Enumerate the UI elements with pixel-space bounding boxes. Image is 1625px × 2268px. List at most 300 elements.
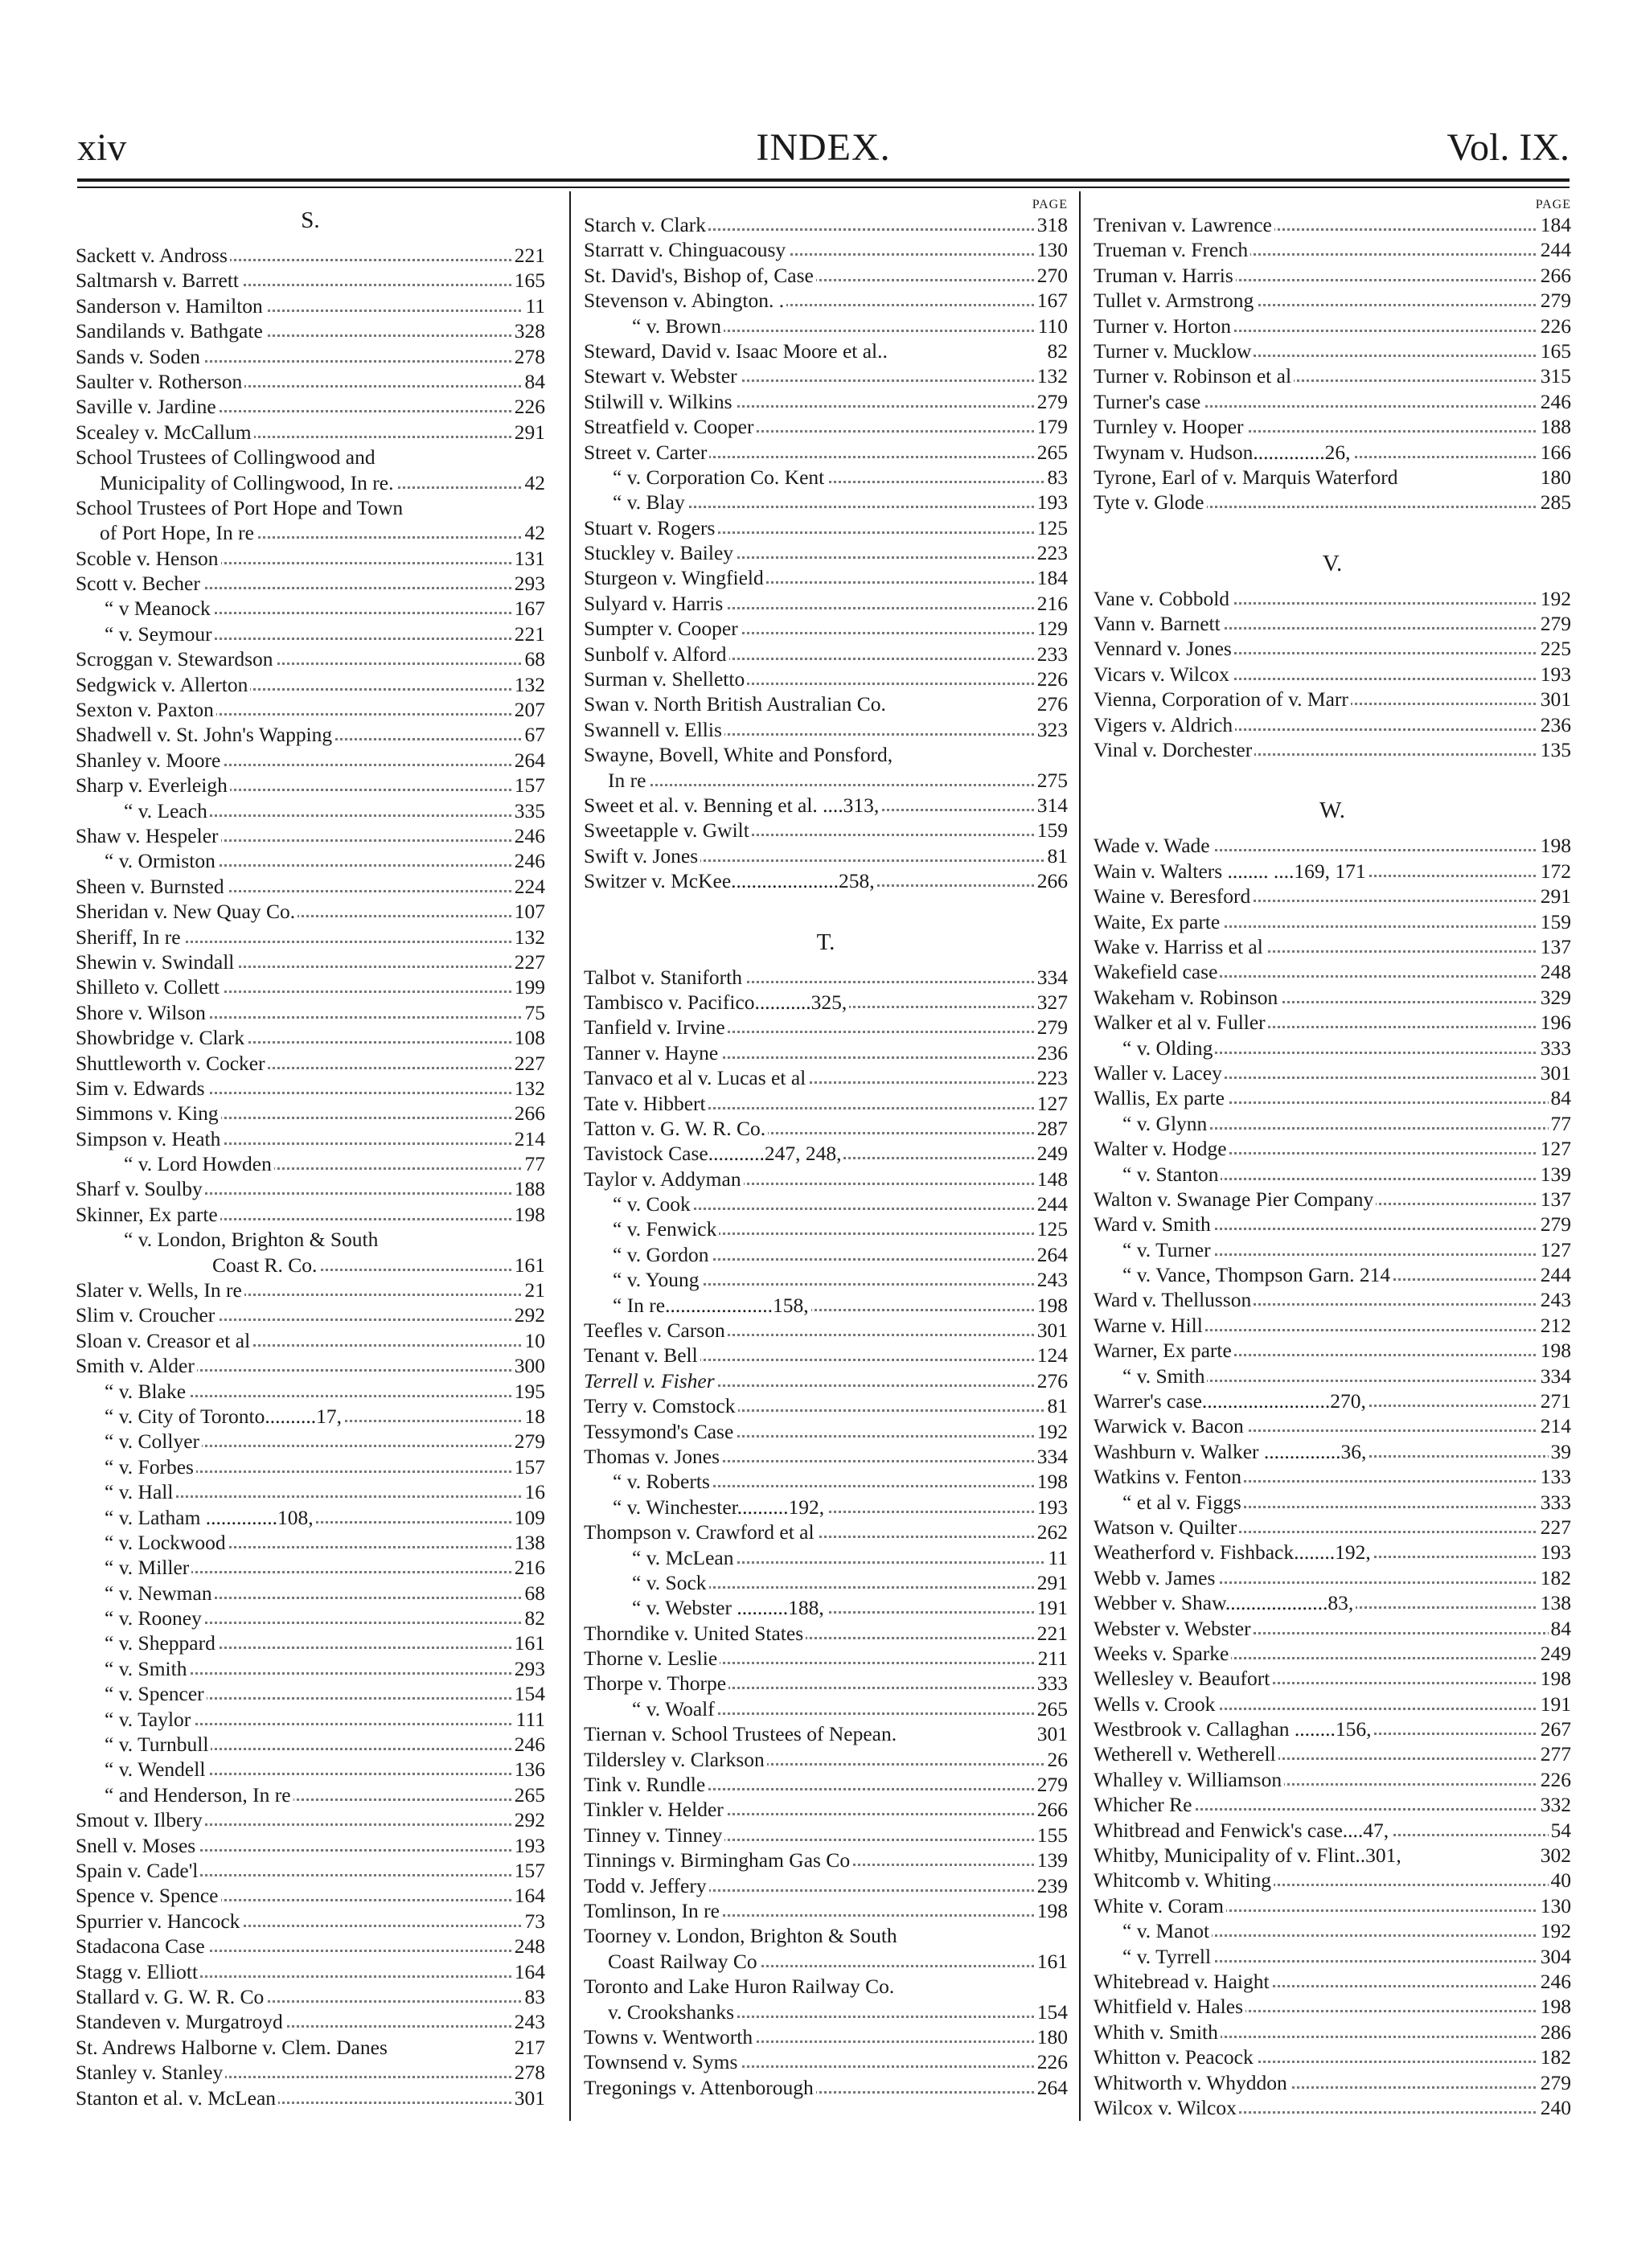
page-reference: 243: [512, 2009, 545, 2034]
page-reference: 265: [1035, 440, 1068, 465]
index-entry: [584, 642, 1068, 666]
index-entry: [584, 1520, 1068, 1544]
page-reference: 198: [1538, 1666, 1571, 1691]
index-entry: [584, 1671, 1068, 1696]
page-reference: 270: [1035, 263, 1068, 288]
case-name: Wakefield case: [1094, 960, 1220, 983]
index-entry: [1094, 1540, 1571, 1565]
page-reference: 266: [1538, 263, 1571, 288]
section-letter: V.: [1322, 550, 1343, 576]
case-name: Sweet et al. v. Benning et al. ....313,: [584, 794, 881, 817]
page-reference: 226: [1035, 666, 1068, 691]
page-reference: 192: [1538, 1918, 1571, 1943]
page-reference: 334: [1035, 1444, 1068, 1469]
index-entry: [584, 490, 1068, 515]
index-entry: [1094, 414, 1571, 439]
case-name: Swan v. North British Australian Co.: [584, 692, 888, 716]
index-entry: [1094, 1590, 1571, 1615]
case-name: Watson v. Quilter: [1094, 1515, 1239, 1539]
page-reference: 198: [1538, 833, 1571, 858]
page-reference: 240: [1538, 2095, 1571, 2119]
case-name: Sim v. Edwards: [76, 1077, 207, 1100]
index-entry: [584, 1015, 1068, 1040]
index-entry: [76, 1126, 545, 1151]
index-entry: [1094, 1893, 1571, 1918]
case-name: “ v. Manot: [1094, 1919, 1212, 1942]
section-letter: W.: [1319, 798, 1345, 824]
page-reference: 155: [1035, 1823, 1068, 1848]
page-column-label: PAGE: [1535, 198, 1571, 211]
page-reference: 130: [1538, 1893, 1571, 1918]
case-name: Whitton v. Peacock: [1094, 2045, 1256, 2069]
index-entry: [1094, 1666, 1571, 1691]
page-reference: 287: [1035, 1116, 1068, 1141]
page-reference: 318: [1035, 212, 1068, 237]
page-reference: 221: [512, 243, 545, 268]
case-name: Shuttleworth v. Cocker: [76, 1052, 268, 1075]
case-name: Tinnings v. Birmingham Gas Co: [584, 1848, 852, 1872]
case-name: “ v. Hall: [76, 1480, 175, 1503]
index-entry: [584, 793, 1068, 818]
case-name: Teefles v. Carson: [584, 1319, 728, 1342]
index-entry: [584, 717, 1068, 742]
case-name: Scroggan v. Stewardson: [76, 647, 276, 671]
page-reference: 161: [512, 1253, 545, 1278]
page-header: [77, 126, 1570, 185]
case-name: Whitfield v. Hales: [1094, 1995, 1245, 2018]
case-name: “ v. Winchester..........192,: [584, 1495, 827, 1519]
page-reference: 292: [512, 1302, 545, 1327]
page-reference: 334: [1538, 1364, 1571, 1388]
index-entry: [76, 848, 545, 873]
case-name: “ v. Smith: [1094, 1364, 1207, 1388]
case-name: “ v. Rooney: [76, 1606, 204, 1630]
index-entry: [584, 843, 1068, 868]
index-entry: [1094, 1060, 1571, 1085]
case-name: Spurrier v. Hancock: [76, 1909, 242, 1933]
case-name: Stilwill v. Wilkins: [584, 390, 735, 413]
index-entry: [584, 666, 1068, 691]
page-reference: 214: [1538, 1413, 1571, 1438]
index-entry: [1094, 1085, 1571, 1110]
page-reference: 81: [1045, 843, 1069, 868]
page-reference: 244: [1035, 1191, 1068, 1216]
page-reference: 300: [512, 1353, 545, 1378]
index-entry: [76, 420, 545, 445]
case-name: Vicars v. Wilcox: [1094, 662, 1232, 686]
page-reference: 239: [1035, 1873, 1068, 1898]
page-reference: 293: [512, 571, 545, 596]
case-name: Scealey v. McCallum: [76, 420, 254, 444]
index-entry: [584, 1167, 1068, 1191]
index-entry: [584, 1318, 1068, 1343]
page-reference: 236: [1538, 712, 1571, 737]
page-reference: 157: [512, 1454, 545, 1479]
case-name: Starratt v. Chinguacousy: [584, 238, 788, 261]
page-reference: 73: [523, 1909, 546, 1934]
index-entry: [76, 1353, 545, 1378]
page-reference: 84: [1549, 1616, 1572, 1641]
case-name: “ v. Spencer: [76, 1682, 207, 1705]
case-name: “ v. City of Toronto..........17,: [76, 1405, 344, 1428]
index-entry: [76, 1984, 545, 2009]
case-name: Sheen v. Burnsted: [76, 875, 227, 898]
index-entry: [76, 2085, 545, 2110]
page-reference: 54: [1549, 1818, 1572, 1843]
case-name: Tink v. Rundle: [584, 1773, 708, 1796]
index-entry: [584, 818, 1068, 843]
case-name: Tanner v. Hayne: [584, 1041, 720, 1064]
index-entry: [584, 868, 1068, 893]
case-name: Whitebread v. Haight: [1094, 1970, 1272, 1993]
page-reference: 332: [1538, 1792, 1571, 1817]
case-name: Waine v. Beresford: [1094, 884, 1253, 908]
case-name: “ et al v. Figgs: [1094, 1491, 1244, 1514]
index-entry: [584, 1091, 1068, 1116]
index-entry: [584, 1923, 1068, 1948]
index-entry: [584, 465, 1068, 490]
case-name: Surman v. Shelletto: [584, 667, 747, 691]
index-entry: [1094, 1792, 1571, 1817]
case-name: Showbridge v. Clark: [76, 1026, 247, 1049]
case-name: Wetherell v. Wetherell: [1094, 1742, 1278, 1766]
index-entry: [1094, 389, 1571, 414]
case-name: Sunbolf v. Alford: [584, 642, 729, 666]
index-entry: [1094, 1464, 1571, 1489]
page-reference: 327: [1035, 990, 1068, 1015]
page-reference: 271: [1538, 1388, 1571, 1413]
page-reference: 276: [1035, 691, 1068, 716]
case-name: Whitby, Municipality of v. Flint..301,: [1094, 1844, 1404, 1867]
index-entry: [1094, 465, 1571, 490]
case-name: “ v. Leach: [76, 799, 210, 822]
case-name: Sharp v. Everleigh: [76, 773, 230, 797]
page-reference: 333: [1035, 1671, 1068, 1696]
page-reference: 84: [1549, 1085, 1572, 1110]
index-entry: [76, 1278, 545, 1302]
section-gap: [1094, 762, 1571, 788]
page-reference: 243: [1035, 1267, 1068, 1292]
index-entry: [76, 1757, 545, 1782]
index-entry: [584, 237, 1068, 262]
case-name: “ In re.....................158,: [584, 1294, 811, 1317]
page-reference: 329: [1538, 985, 1571, 1010]
case-name: Stanley v. Stanley: [76, 2061, 225, 2084]
index-entry: [1094, 959, 1571, 984]
index-entry: [1094, 1237, 1571, 1262]
case-name: Sumpter v. Cooper: [584, 617, 741, 640]
index-entry: [584, 212, 1068, 237]
index-entry: [584, 389, 1068, 414]
case-name: “ v. London, Brighton & South: [76, 1228, 380, 1251]
page-reference: 109: [512, 1505, 545, 1530]
page-reference: 314: [1035, 793, 1068, 818]
page-reference: 130: [1035, 237, 1068, 262]
index-entry: [76, 974, 545, 999]
index-entry: [584, 1419, 1068, 1444]
page-reference: 246: [512, 823, 545, 848]
index-entry: [1094, 1741, 1571, 1766]
case-name: Sandilands v. Bathgate: [76, 319, 265, 342]
page-reference: 291: [1538, 884, 1571, 908]
column-divider-1: [569, 191, 571, 2121]
index-entry: [1094, 2044, 1571, 2069]
section-letter: S.: [301, 207, 320, 233]
page-reference: 214: [512, 1126, 545, 1151]
section-letter: T.: [816, 929, 835, 955]
index-entry: [584, 1116, 1068, 1141]
case-name: Standeven v. Murgatroyd: [76, 2010, 285, 2033]
index-entry: [76, 1101, 545, 1126]
case-name: Shanley v. Moore: [76, 748, 223, 772]
page-reference: 243: [1538, 1287, 1571, 1312]
page-reference: 226: [1538, 314, 1571, 338]
page-reference: 127: [1035, 1091, 1068, 1116]
page-reference: 67: [523, 722, 546, 747]
case-name: Wilcox v. Wilcox: [1094, 2096, 1239, 2119]
index-entry: [1094, 440, 1571, 465]
case-name: White v. Coram: [1094, 1894, 1226, 1917]
index-entry: [76, 1581, 545, 1606]
index-entry: [1094, 1439, 1571, 1464]
case-name: Smout v. Ilbery: [76, 1808, 205, 1831]
case-name: Vienna, Corporation of v. Marr: [1094, 687, 1351, 711]
index-entry: [584, 768, 1068, 793]
page-reference: 265: [1035, 1696, 1068, 1721]
index-entry: [584, 1141, 1068, 1166]
page-reference: 77: [523, 1151, 546, 1176]
case-name: Tambisco v. Pacifico...........325,: [584, 990, 849, 1014]
case-name: Tinkler v. Helder: [584, 1798, 726, 1821]
index-entry: [584, 263, 1068, 288]
index-entry: [76, 1505, 545, 1530]
index-entry: [76, 318, 545, 343]
case-name: Sanderson v. Hamilton: [76, 294, 265, 318]
index-entry: [584, 1191, 1068, 1216]
page-reference: 161: [1035, 1949, 1068, 1974]
page-reference: 133: [1538, 1464, 1571, 1489]
case-name: “ v. Olding: [1094, 1036, 1215, 1060]
index-entry: [1094, 909, 1571, 934]
page-reference: 84: [523, 369, 546, 394]
case-name: Stagg v. Elliott: [76, 1960, 200, 1983]
case-name: Steward, David v. Isaac Moore et al..: [584, 339, 890, 363]
page-reference: 227: [1538, 1515, 1571, 1540]
case-name: Spain v. Cade'l: [76, 1859, 200, 1882]
page-reference: 286: [1538, 2020, 1571, 2044]
page-reference: 157: [512, 1858, 545, 1883]
page-reference: 221: [512, 621, 545, 646]
index-entry: [76, 1732, 545, 1757]
case-name: “ v. Turnbull: [76, 1733, 211, 1756]
page-reference: 249: [1538, 1641, 1571, 1666]
index-entry: [1094, 1262, 1571, 1287]
case-name: Swayne, Bovell, White and Ponsford,: [584, 743, 895, 766]
index-entry: [1094, 1843, 1571, 1868]
index-entry: [584, 691, 1068, 716]
index-entry: [1094, 712, 1571, 737]
case-name: Coast Railway Co: [584, 1950, 760, 1973]
case-name: Stuart v. Rogers: [584, 516, 717, 539]
page-reference: 221: [1035, 1621, 1068, 1646]
index-entry: [1094, 1565, 1571, 1590]
page-reference: 83: [1045, 465, 1069, 490]
case-name: Townsend v. Syms: [584, 2050, 740, 2073]
page-reference: 276: [1035, 1368, 1068, 1393]
page-reference: 172: [1538, 859, 1571, 884]
case-name: “ v. Newman: [76, 1581, 215, 1605]
case-name: Whith v. Smith: [1094, 2020, 1221, 2044]
page-reference: 198: [512, 1202, 545, 1227]
page-reference: 132: [1035, 363, 1068, 388]
index-entry: [76, 1404, 545, 1429]
case-name: Talbot v. Staniforth: [584, 966, 745, 989]
page-reference: 39: [1549, 1439, 1572, 1464]
page-reference: 191: [1035, 1595, 1068, 1620]
case-name: Ward v. Thellusson: [1094, 1288, 1254, 1311]
page-reference: 248: [512, 1934, 545, 1958]
page-reference: 246: [1538, 389, 1571, 414]
index-entry: [584, 742, 1068, 767]
page-reference: 195: [512, 1379, 545, 1404]
index-entry: [584, 1469, 1068, 1494]
page-reference: 291: [1035, 1570, 1068, 1595]
case-name: Shore v. Wilson: [76, 1001, 208, 1024]
page-reference: 40: [1549, 1868, 1572, 1893]
page-reference: 279: [1035, 389, 1068, 414]
page-reference: 198: [1538, 1994, 1571, 2019]
index-entry: [1094, 212, 1571, 237]
page-reference: 154: [512, 1681, 545, 1706]
page-reference: 184: [1035, 565, 1068, 590]
case-name: Tate v. Hibbert: [584, 1092, 708, 1115]
page-reference: 81: [1045, 1393, 1069, 1418]
case-name: “ v. Turner: [1094, 1238, 1213, 1261]
page-reference: 165: [1538, 338, 1571, 363]
index-entry: [584, 1242, 1068, 1267]
case-name: “ v. Sock: [584, 1571, 709, 1594]
case-name: Stadacona Case: [76, 1934, 207, 1958]
page-reference: 77: [1549, 1111, 1572, 1136]
index-entry: [584, 1293, 1068, 1318]
page-reference: 301: [1538, 687, 1571, 712]
page-reference: 184: [1538, 212, 1571, 237]
index-entry: [584, 1368, 1068, 1393]
index-entry: [76, 1302, 545, 1327]
case-name: Westbrook v. Callaghan ........156,: [1094, 1717, 1373, 1741]
index-entry: [76, 571, 545, 596]
index-entry: [76, 1151, 545, 1176]
page-reference: 10: [523, 1328, 546, 1353]
case-name: Switzer v. McKee.....................258,: [584, 869, 877, 892]
case-name: Waller v. Lacey: [1094, 1061, 1225, 1085]
header-rule-thick: [77, 178, 1570, 182]
case-name: Wain v. Walters ........ ....169, 171: [1094, 859, 1369, 883]
case-name: Waite, Ex parte: [1094, 910, 1222, 933]
case-name: Tatton v. G. W. R. Co.: [584, 1117, 768, 1140]
index-entry: [1094, 1287, 1571, 1312]
case-name: “ v. Corporation Co. Kent: [584, 465, 827, 489]
page-reference: 248: [1538, 959, 1571, 984]
case-name: Thompson v. Crawford et al: [584, 1520, 817, 1544]
case-name: Tomlinson, In re: [584, 1899, 722, 1922]
page-reference: 68: [523, 646, 546, 671]
page-reference: 216: [1035, 591, 1068, 616]
page-reference: 278: [512, 344, 545, 369]
index-entry: [76, 1051, 545, 1076]
index-entry: [1094, 859, 1571, 884]
index-entry: [76, 1227, 545, 1252]
page-reference: 279: [1035, 1015, 1068, 1040]
page-reference: 139: [1035, 1848, 1068, 1872]
index-entry: [76, 2009, 545, 2034]
index-entry: [1094, 2095, 1571, 2119]
case-name: Tenant v. Bell: [584, 1343, 700, 1367]
case-name: “ v. Latham ..............108,: [76, 1506, 316, 1529]
case-name: Snell v. Moses: [76, 1834, 198, 1857]
index-entry: [1094, 1364, 1571, 1388]
case-name: Warner, Ex parte: [1094, 1339, 1234, 1362]
case-name: “ v. Fenwick: [584, 1217, 719, 1241]
page-reference: 129: [1035, 616, 1068, 641]
case-name: Washburn v. Walker ...............36,: [1094, 1440, 1369, 1463]
case-name: “ v. Miller: [76, 1556, 191, 1579]
index-entry: [76, 1782, 545, 1807]
page-reference: 227: [512, 1051, 545, 1076]
index-entry: [76, 1479, 545, 1504]
index-entry: [76, 520, 545, 545]
case-name: Turnley v. Hooper: [1094, 415, 1246, 438]
index-entry: [584, 1823, 1068, 1848]
index-entry: [1094, 1212, 1571, 1237]
case-name: Webb v. James: [1094, 1566, 1217, 1589]
page-reference: 131: [512, 546, 545, 571]
index-entry: [76, 1530, 545, 1555]
case-name: Wallis, Ex parte: [1094, 1086, 1227, 1109]
index-entry: [1094, 1187, 1571, 1212]
case-name: “ v. Lockwood: [76, 1531, 228, 1554]
case-name: “ v. Roberts: [584, 1470, 712, 1493]
page-reference: 223: [1035, 1065, 1068, 1090]
case-name: Stuckley v. Bailey: [584, 541, 736, 564]
index-entry: [584, 2049, 1068, 2074]
page-reference: 108: [512, 1025, 545, 1050]
case-name: Sands v. Soden: [76, 345, 203, 368]
page-reference: 179: [1035, 414, 1068, 439]
index-entry: [1094, 1969, 1571, 1994]
index-entry: [1094, 611, 1571, 636]
index-entry: [584, 1721, 1068, 1746]
case-name: “ v. Forbes: [76, 1455, 196, 1479]
index-entry: [1094, 363, 1571, 388]
case-name: Tregonings v. Attenborough: [584, 2076, 816, 2099]
case-name: Spence v. Spence: [76, 1884, 221, 1907]
case-name: Turner v. Robinson et al: [1094, 364, 1294, 388]
case-name: “ v. Brown: [584, 314, 724, 338]
case-name: Simmons v. King: [76, 1101, 221, 1125]
case-name: Towns v. Wentworth: [584, 2025, 755, 2049]
index-entry: [1094, 338, 1571, 363]
page-reference: 167: [512, 596, 545, 621]
case-name: Sackett v. Andross: [76, 244, 230, 267]
case-name: Sharf v. Soulby: [76, 1177, 205, 1200]
page-reference: 304: [1538, 1944, 1571, 1969]
page-reference: 225: [1538, 636, 1571, 661]
index-entry: [584, 1747, 1068, 1772]
page-reference: 267: [1538, 1716, 1571, 1741]
index-entry: [1094, 1010, 1571, 1035]
page-reference: 244: [1538, 1262, 1571, 1287]
